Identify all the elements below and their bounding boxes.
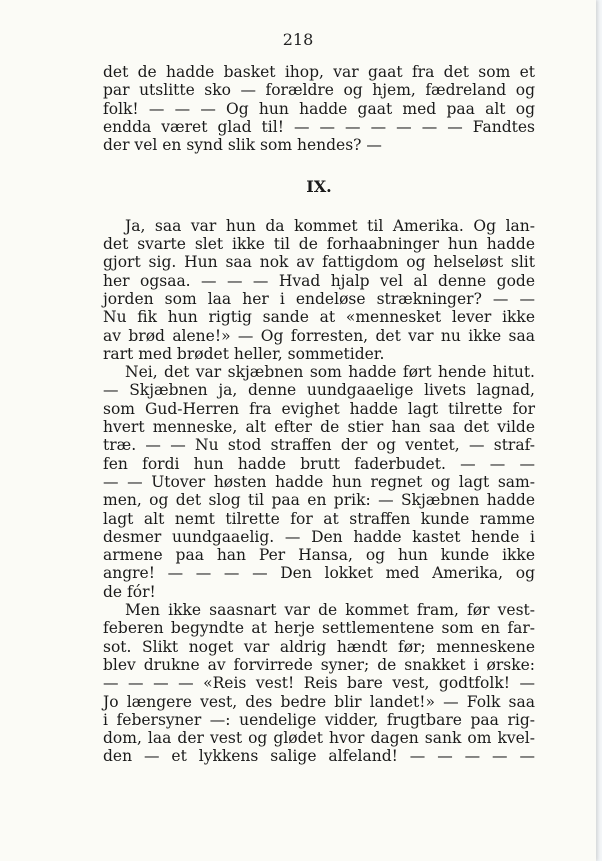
text-line: Men ikke saasnart var de kommet fram, før vest- xyxy=(125,601,535,620)
text-line: folk! — — — Og hun hadde gaat med paa alt og xyxy=(103,99,535,118)
text-line: blev drukne av forvirrede syner; de snakket i ørske: xyxy=(103,655,535,674)
text-line: hvert menneske, alt efter de stier han saa det vilde xyxy=(103,418,535,437)
text-line: par utslitte sko — forældre og hjem, fædreland og xyxy=(103,81,535,100)
text-line: endda været glad til! — — — — — — — Fandtes xyxy=(103,117,535,136)
text-line: gjort sig. Hun saa nok av fattigdom og helseløst slit xyxy=(103,253,535,272)
paragraph-3 xyxy=(103,363,535,601)
text-line: rart med brødet heller, sommetider. xyxy=(103,344,385,363)
text-line: de fór! xyxy=(103,582,156,601)
text-line: Nu fik hun rigtig sande at «mennesket lever ikke xyxy=(103,308,535,327)
page-text xyxy=(103,63,535,766)
text-line: der vel en synd slik som hendes? — xyxy=(103,136,382,155)
paragraph-4 xyxy=(103,601,535,766)
text-line: det svarte slet ikke til de forhaabninger hun hadde xyxy=(103,235,535,254)
text-line: feberen begyndte at herje settlementene som en far- xyxy=(103,619,535,638)
page-number: 218 xyxy=(282,30,314,49)
text-line: Nei, det var skjæbnen som hadde ført hende hitut. xyxy=(125,363,535,382)
paragraph-1 xyxy=(103,63,535,154)
text-line: — — Utover høsten hadde hun regnet og lagt sam- xyxy=(103,472,535,491)
text-line: lagt alt nemt tilrette for at straffen kunde ramme xyxy=(103,509,535,528)
chapter-heading: IX. xyxy=(306,177,332,197)
text-line: her ogsaa. — — — Hvad hjalp vel al denne gode xyxy=(103,271,535,290)
text-line: fen fordi hun hadde brutt faderbudet. — — — xyxy=(103,454,535,473)
text-line: armene paa han Per Hansa, og hun kunde ikke xyxy=(103,546,535,565)
text-line: dom, laa der vest og glødet hvor dagen sank om kvel- xyxy=(103,729,535,748)
text-line: av brød alene!» — Og forresten, det var nu ikke saa xyxy=(103,326,535,345)
text-line: det de hadde basket ihop, var gaat fra det som et xyxy=(103,63,535,81)
text-line: desmer uundgaaelig. — Den hadde kastet hende i xyxy=(103,527,535,546)
paragraph-2 xyxy=(103,217,535,363)
text-line: jorden som laa her i endeløse strækninger? — — xyxy=(103,289,535,308)
text-line: Ja, saa var hun da kommet til Amerika. Og lan- xyxy=(125,216,535,235)
text-line: som Gud-Herren fra evighet hadde lagt tilrette for xyxy=(103,399,535,418)
text-line: angre! — — — — Den lokket med Amerika, og xyxy=(103,564,535,583)
text-line: sot. Slikt noget var aldrig hændt før; menneskene xyxy=(103,637,535,656)
text-line: den — et lykkens salige alfeland! — — — — — xyxy=(103,747,535,766)
text-line: men, og det slog til paa en prik: — Skjæbnen hadde xyxy=(103,491,535,510)
text-line: Jo længere vest, des bedre blir landet!» — Folk saa xyxy=(103,692,535,711)
text-line: — Skjæbnen ja, denne uundgaaelige livets lagnad, xyxy=(103,381,535,400)
text-line: — — — — «Reis vest! Reis bare vest, godtfolk! — xyxy=(103,674,535,693)
text-line: træ. — — Nu stod straffen der og ventet, — straf- xyxy=(103,436,535,455)
text-line: i febersyner —: uendelige vidder, frugtbare paa rig- xyxy=(103,710,535,729)
